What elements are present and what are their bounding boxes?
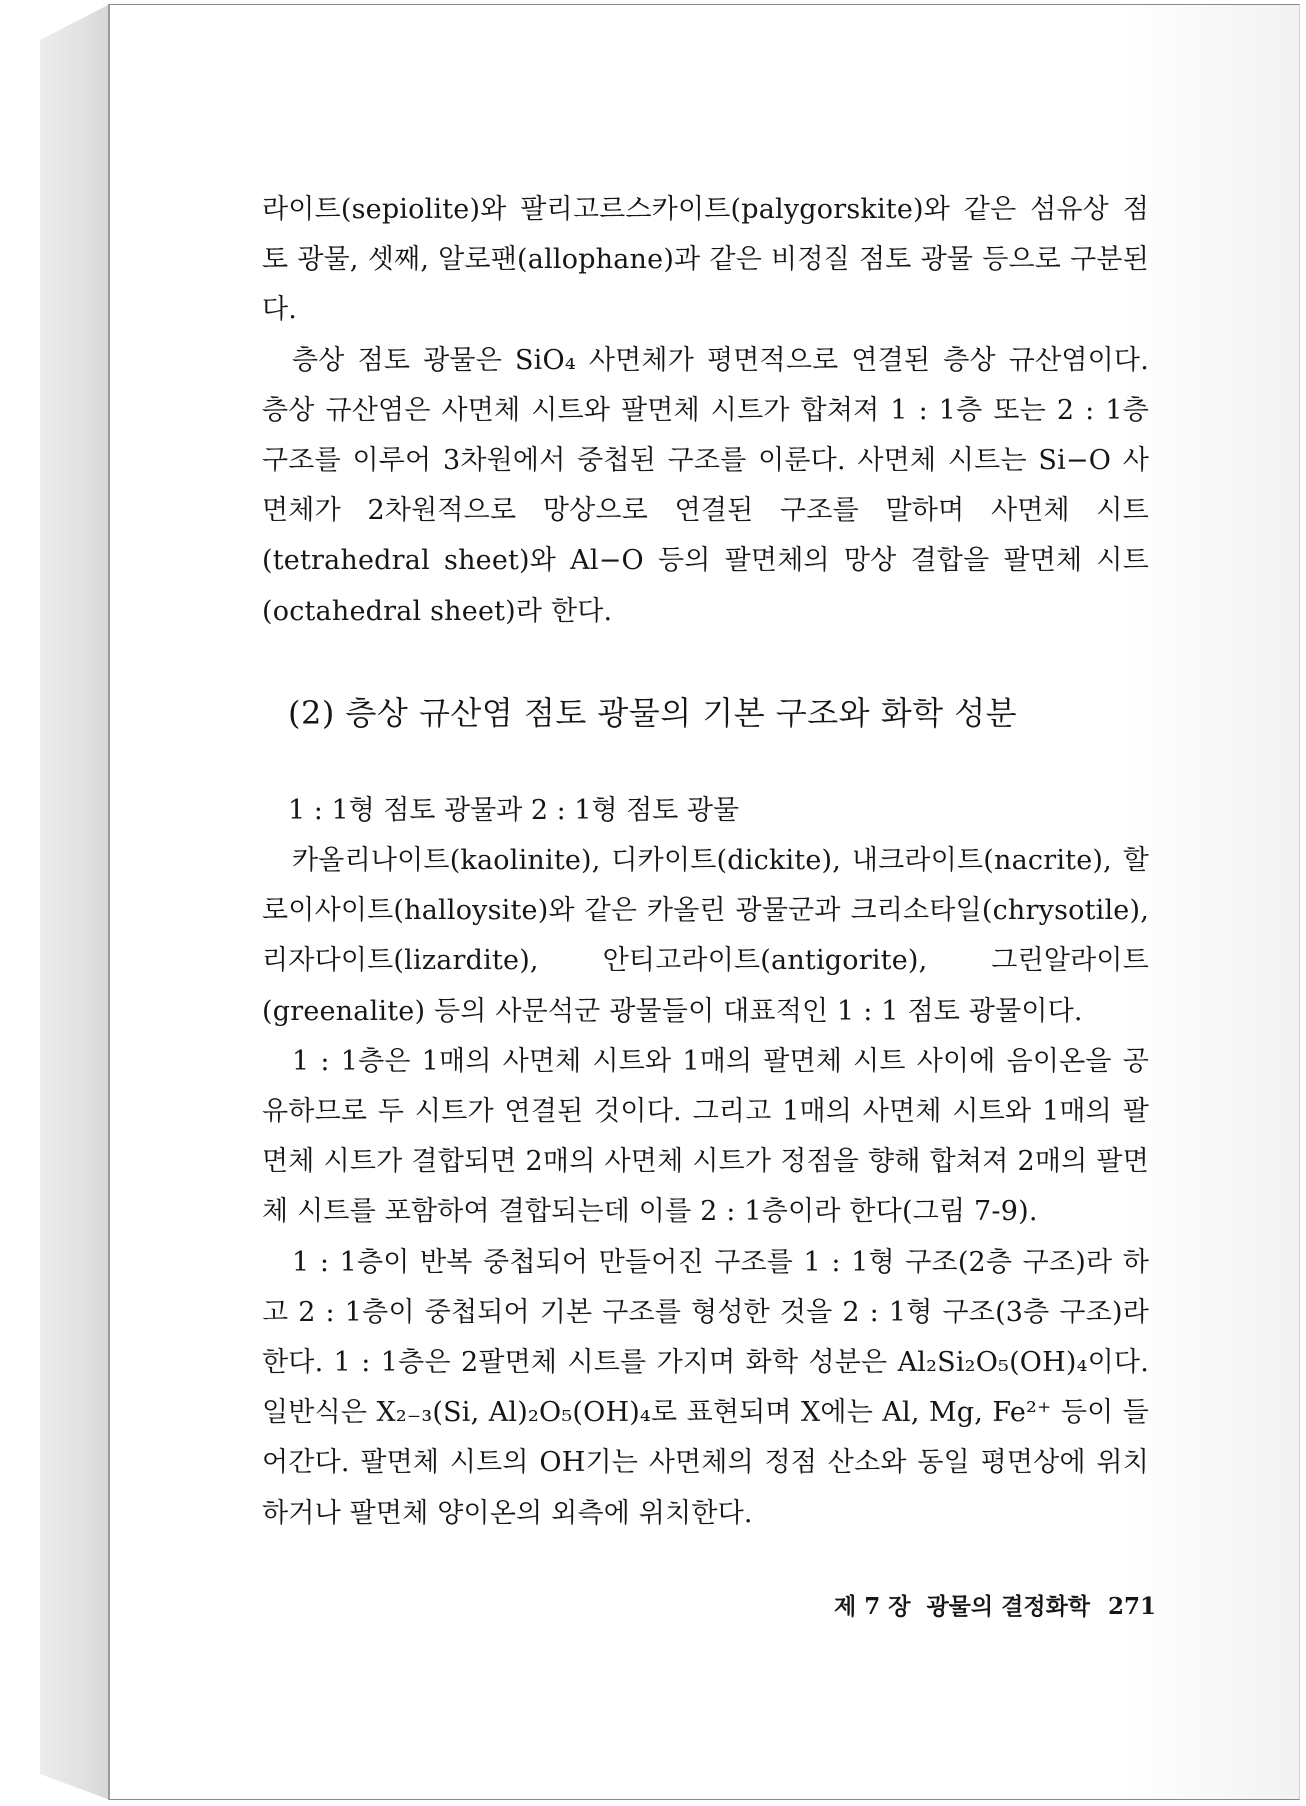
paragraph-structure-formula: 1 : 1층이 반복 중첩되어 만들어진 구조를 1 : 1형 구조(2층 구조)라 하고 2 : 1층이 중첩되어 기본 구조를 형성한 것을 2 : 1형 구조(3층 구조)라 한다. 1 : 1층은 2팔면체 시트를 가지며 화학 성분은 Al₂Si₂O₅(OH)₄이다. 일반식은 X₂₋₃(Si, Al)₂O₅(OH)₄로 표현되며 X에는 Al, Mg, Fe²⁺ 등이 들어간다. 팔면체 시트의 OH기는 사면체의 정점 산소와 동일 평면상에 위치하거나 팔면체 양이온의 외측에 위치한다. xyxy=(262,1246,1149,1529)
paragraph-layered-clay: 층상 점토 광물은 SiO₄ 사면체가 평면적으로 연결된 층상 규산염이다. 층상 규산염은 사면체 시트와 팔면체 시트가 합쳐져 1 : 1층 또는 2 : 1층 구조를 이루어 3차원에서 중첩된 구조를 이룬다. 사면체 시트는 Si−O 사면체가 2차원적으로 망상으로 연결된 구조를 말하며 사면체 시트(tetrahedral sheet)와 Al−O 등의 팔면체의 망상 결합을 팔면체 시트(octahedral sheet)라 한다. xyxy=(262,344,1149,627)
paragraph-one-one-layer: 1 : 1층은 1매의 사면체 시트와 1매의 팔면체 시트 사이에 음이온을 공유하므로 두 시트가 연결된 것이다. 그리고 1매의 사면체 시트와 1매의 팔면체 시트가 결합되면 2매의 사면체 시트가 정점을 향해 합쳐져 2매의 팔면체 시트를 포함하여 결합되는데 이를 2 : 1층이라 한다(그림 7-9). xyxy=(262,1045,1149,1228)
section-heading: (2) 층상 규산염 점토 광물의 기본 구조와 화학 성분 xyxy=(288,694,1018,732)
intro-paragraph: 라이트(sepiolite)와 팔리고르스카이트(palygorskite)와 같은 섬유상 점토 광물, 셋째, 알로팬(allophane)과 같은 비정질 점토 광물 등으로 구분된다. xyxy=(262,194,1149,326)
page-number: 271 xyxy=(1108,1593,1157,1620)
footer-chapter-title: 제 7 장 광물의 결정화학 xyxy=(834,1593,1091,1620)
page-footer xyxy=(834,1588,1156,1621)
page-body-top xyxy=(262,185,1149,637)
page-body-bottom xyxy=(262,836,1149,1539)
paragraph-kaolin-minerals: 카올리나이트(kaolinite), 디카이트(dickite), 내크라이트(nacrite), 할로이사이트(halloysite)와 같은 카올린 광물군과 크리소타일(chrysotile), 리자다이트(lizardite), 안티고라이트(antigorite), 그린알라이트(greenalite) 등의 사문석군 광물들이 대표적인 1 : 1 점토 광물이다. xyxy=(262,845,1149,1027)
subsection-heading: 1 : 1형 점토 광물과 2 : 1형 점토 광물 xyxy=(288,795,740,826)
book-page-stack xyxy=(40,4,110,1800)
